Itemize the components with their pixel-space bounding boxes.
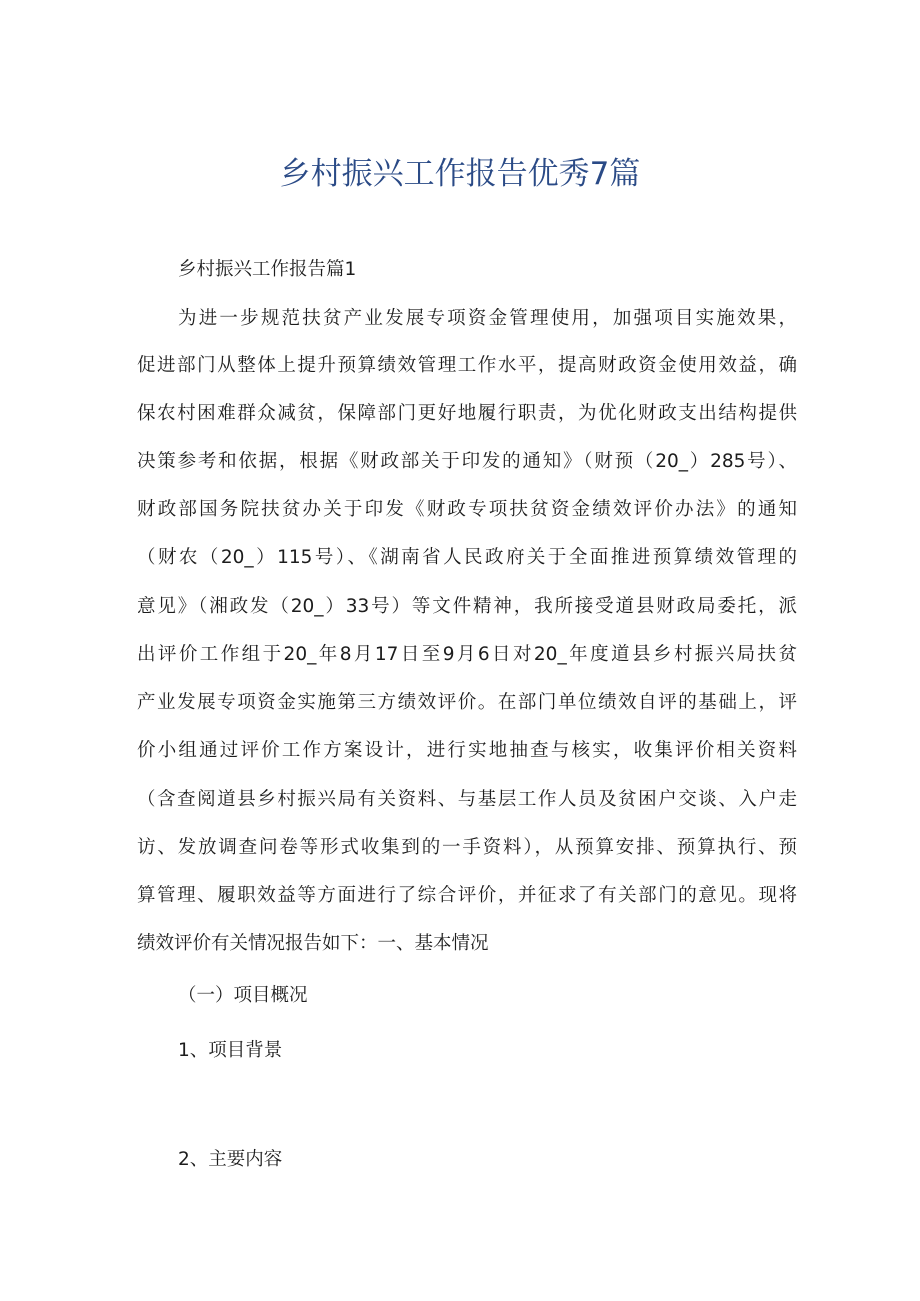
paragraph-line: （含查阅道县乡村振兴局有关资料、与基层工作人员及贫困户交谈、入户走	[137, 789, 797, 810]
document-title: 乡村振兴工作报告优秀7篇	[279, 156, 641, 192]
paragraph-line: 为进一步规范扶贫产业发展专项资金管理使用，加强项目实施效果，	[178, 308, 797, 329]
paragraph-line: 算管理、履职效益等方面进行了综合评价，并征求了有关部门的意见。现将	[137, 885, 797, 906]
section-heading: 乡村振兴工作报告篇1	[178, 259, 357, 280]
paragraph-line: 产业发展专项资金实施第三方绩效评价。在部门单位绩效自评的基础上，评	[137, 692, 797, 713]
paragraph-line: 保农村困难群众减贫，保障部门更好地履行职责，为优化财政支出结构提供	[137, 403, 797, 424]
paragraph-line: 财政部国务院扶贫办关于印发《财政专项扶贫资金绩效评价办法》的通知	[137, 499, 797, 520]
paragraph-line: 意见》（湘政发（20_）33号）等文件精神，我所接受道县财政局委托，派	[137, 596, 797, 617]
paragraph-line: 价小组通过评价工作方案设计，进行实地抽查与核实，收集评价相关资料	[137, 740, 797, 761]
list-item: 1、项目背景	[178, 1040, 283, 1061]
subheading: （一）项目概况	[178, 985, 308, 1006]
paragraph-line: 绩效评价有关情况报告如下：一、基本情况	[137, 933, 489, 954]
paragraph-line: 决策参考和依据，根据《财政部关于印发的通知》（财预（20_）285号）、	[137, 451, 797, 472]
paragraph-line: 出评价工作组于20_年8月17日至9月6日对20_年度道县乡村振兴局扶贫	[137, 644, 797, 665]
paragraph-line: 促进部门从整体上提升预算绩效管理工作水平，提高财政资金使用效益，确	[137, 355, 797, 376]
list-item: 2、主要内容	[178, 1149, 283, 1170]
paragraph-line: （财农（20_）115号）、《湖南省人民政府关于全面推进预算绩效管理的	[137, 547, 797, 568]
paragraph-line: 访、发放调查问卷等形式收集到的一手资料），从预算安排、预算执行、预	[137, 837, 797, 858]
